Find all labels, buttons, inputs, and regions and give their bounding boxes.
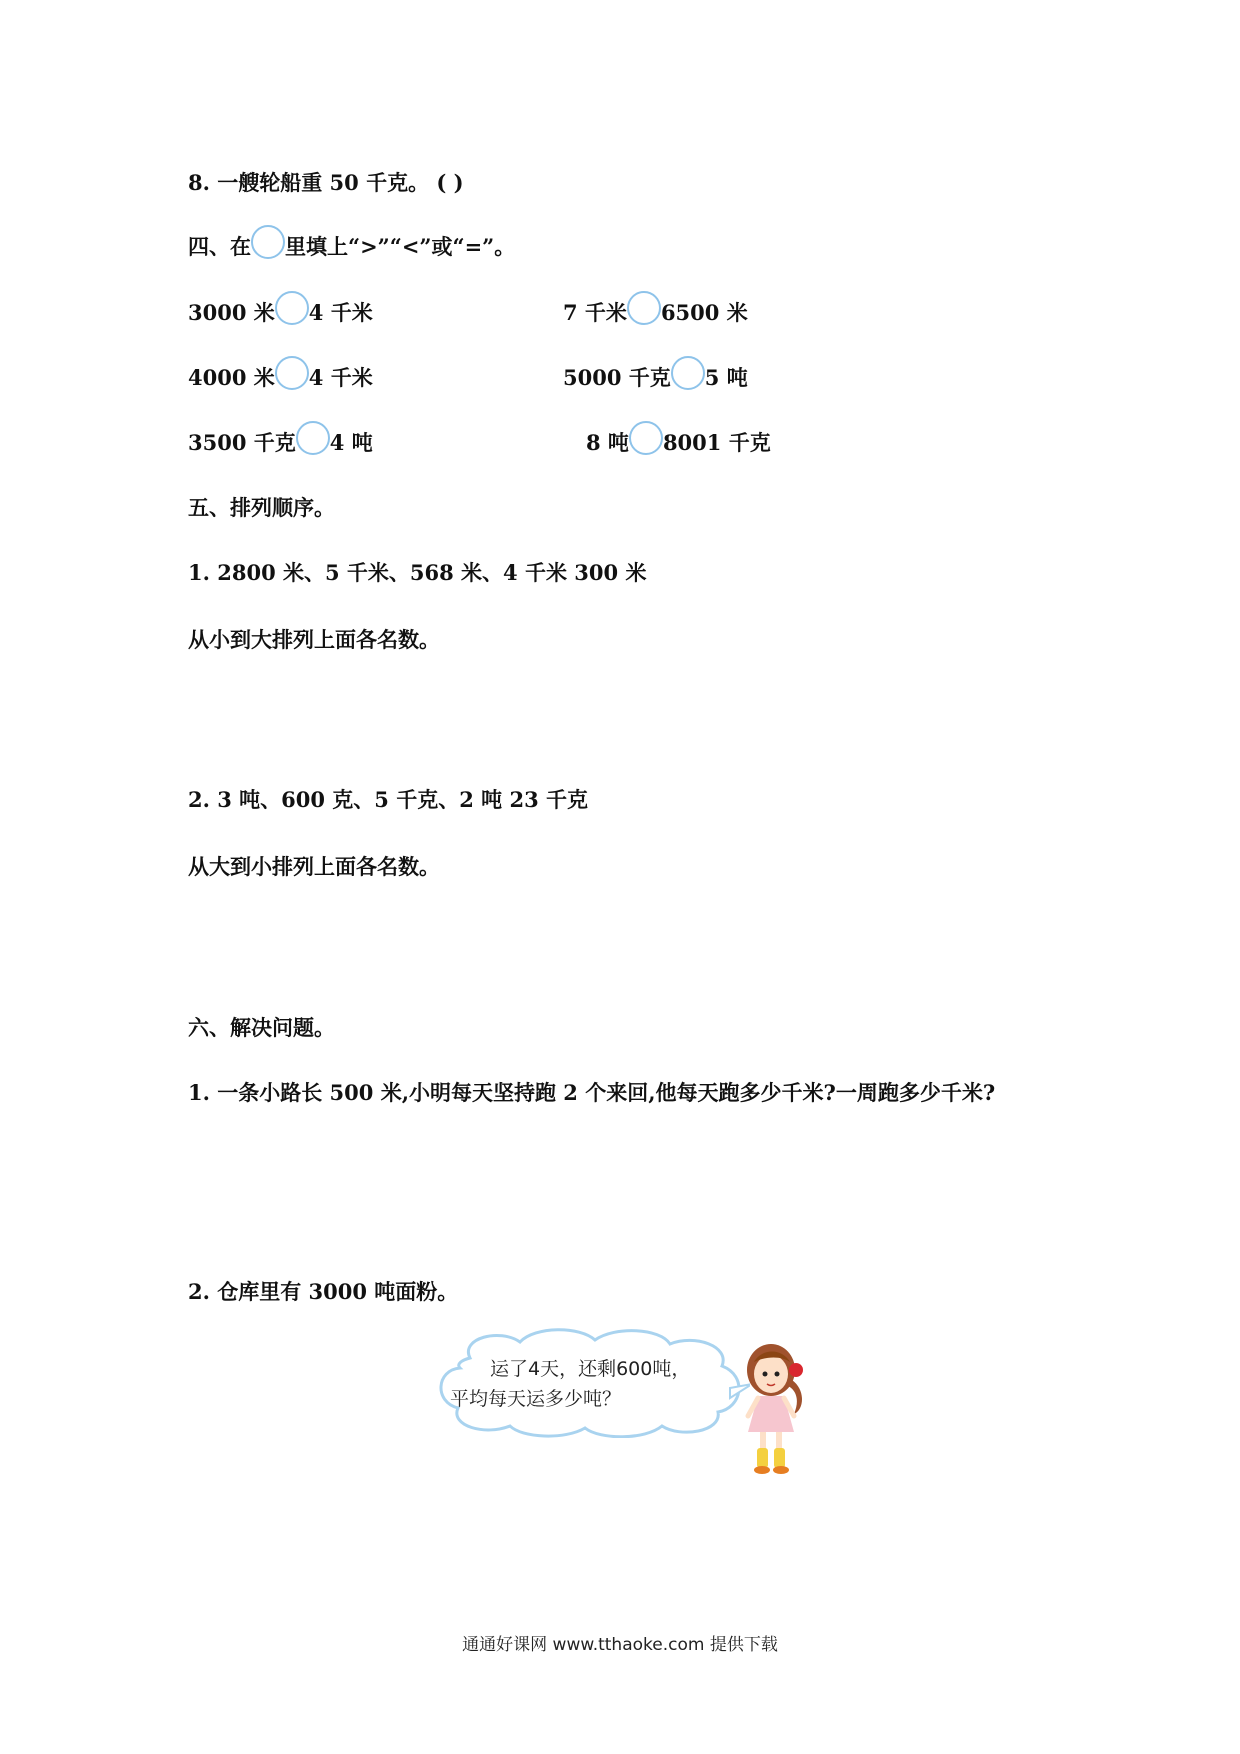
compare-right: 8001 千克 xyxy=(662,430,771,455)
compare-left: 7 千米 xyxy=(563,300,627,325)
order-task-1: 从小到大排列上面各名数。 xyxy=(188,627,440,652)
compare-item-3 xyxy=(188,363,373,393)
compare-circle[interactable] xyxy=(627,291,661,325)
compare-left: 4000 米 xyxy=(188,365,275,390)
compare-right: 6500 米 xyxy=(660,300,748,325)
compare-circle[interactable] xyxy=(275,356,309,390)
girl-illustration-icon xyxy=(726,1340,816,1480)
section-6-title: 六、解决问题。 xyxy=(188,1015,335,1040)
speech-bubble xyxy=(430,1328,750,1438)
compare-item-5 xyxy=(188,428,373,458)
bubble-line-2: 平均每天运多少吨？ xyxy=(450,1388,622,1410)
bubble-line-1: 运了4天，还剩600吨， xyxy=(490,1358,691,1380)
section-4-prefix: 四、在 xyxy=(188,234,251,259)
compare-left: 5000 千克 xyxy=(563,365,671,390)
compare-item-4 xyxy=(563,363,748,393)
compare-left: 3000 米 xyxy=(188,300,275,325)
order-task-2: 从大到小排列上面各名数。 xyxy=(188,854,440,879)
compare-circle[interactable] xyxy=(275,291,309,325)
compare-circle[interactable] xyxy=(629,421,663,455)
compare-right: 4 吨 xyxy=(329,430,373,455)
compare-circle[interactable] xyxy=(671,356,705,390)
problem-1: 1. 一条小路长 500 米,小明每天坚持跑 2 个来回,他每天跑多少千米?一周跑多少千米? xyxy=(188,1080,996,1105)
compare-right: 4 千米 xyxy=(308,365,373,390)
compare-circle[interactable] xyxy=(296,421,330,455)
problem-2: 2. 仓库里有 3000 吨面粉。 xyxy=(188,1279,459,1304)
section-5-title: 五、排列顺序。 xyxy=(188,495,335,520)
section-4-title xyxy=(188,232,515,262)
question-8: 8. 一艘轮船重 50 千克。 ( ) xyxy=(188,170,464,195)
footer-text: 通通好课网 www.tthaoke.com 提供下载 xyxy=(462,1635,778,1655)
compare-left: 8 吨 xyxy=(586,430,629,455)
order-question-2: 2. 3 吨、600 克、5 千克、2 吨 23 千克 xyxy=(188,787,588,812)
answer-circle xyxy=(251,225,285,259)
compare-left: 3500 千克 xyxy=(188,430,296,455)
compare-item-1 xyxy=(188,298,373,328)
compare-item-2 xyxy=(563,298,748,328)
compare-right: 4 千米 xyxy=(308,300,373,325)
bubble-text xyxy=(450,1354,690,1414)
compare-item-6 xyxy=(586,428,771,458)
order-question-1: 1. 2800 米、5 千米、568 米、4 千米 300 米 xyxy=(188,560,647,585)
compare-right: 5 吨 xyxy=(704,365,748,390)
section-4-suffix: 里填上“>”“<”或“=”。 xyxy=(285,234,516,259)
